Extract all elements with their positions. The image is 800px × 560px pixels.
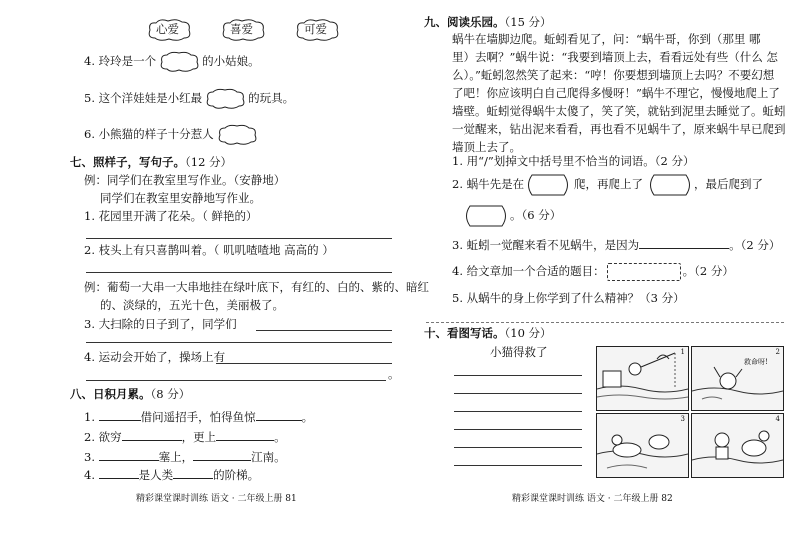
- fill-blank[interactable]: [216, 428, 274, 441]
- example-2-line-a: 例：葡萄一大串一大串地挂在绿叶底下，有红的、白的、紫的、暗红: [84, 280, 429, 294]
- question-text: 。（2 分）: [729, 238, 781, 252]
- question-text: 的玩具。: [248, 91, 295, 105]
- question-8-1: [84, 408, 313, 425]
- question-text: 4. 玲玲是一个: [84, 54, 157, 68]
- cloud-blank-icon[interactable]: [215, 124, 259, 146]
- question-7-2: 2. 枝头上有只喜鹊叫着。（ 叽叽喳喳地 高高的 ）: [84, 243, 334, 257]
- page-footer-left: 精彩课堂课时训练 语文 · 二年级上册 81: [136, 494, 297, 504]
- question-text: 3. 大扫除的日子到了，同学们: [84, 317, 237, 331]
- section-title: 七、照样子，写句子。: [70, 155, 185, 169]
- fill-blank[interactable]: [99, 448, 159, 461]
- word-bank-item: 可爱: [304, 22, 327, 36]
- question-text: 。: [301, 410, 314, 424]
- section-9-heading: [424, 16, 552, 30]
- question-9-5: 5. 从蜗牛的身上你学到了什么精神？（3 分）: [452, 291, 685, 305]
- picture-panel-3: [596, 413, 689, 478]
- question-text: 3.: [84, 450, 95, 464]
- question-text: 的阶梯。: [213, 468, 260, 482]
- answer-line[interactable]: [86, 342, 392, 343]
- question-9-1: 1. 用“/”划掉文中括号里不恰当的词语。（2 分）: [452, 154, 695, 168]
- writing-line[interactable]: [454, 411, 582, 412]
- word-cloud-1: [144, 18, 194, 42]
- question-text: 4. 运动会开始了，操场上有: [84, 350, 226, 364]
- question-text: 。: [274, 430, 286, 444]
- answer-line[interactable]: [426, 322, 784, 323]
- question-text: 4.: [84, 468, 95, 482]
- question-text: 6. 小熊猫的样子十分惹人: [84, 127, 214, 141]
- section-10-heading: [424, 327, 552, 341]
- fill-blank[interactable]: [173, 466, 213, 479]
- fill-blank[interactable]: [256, 408, 302, 421]
- question-5: [84, 88, 294, 110]
- writing-line[interactable]: [454, 447, 582, 448]
- cat-in-water-illustration: [692, 347, 783, 410]
- panel-number: 4: [775, 415, 780, 423]
- sentence-end: 。: [388, 367, 400, 381]
- answer-line[interactable]: [86, 380, 386, 381]
- question-9-4: [452, 263, 734, 281]
- writing-line[interactable]: [454, 393, 582, 394]
- lantern-blank-icon[interactable]: [646, 172, 694, 198]
- question-6: [84, 124, 260, 146]
- question-text: 2. 欲穷: [84, 430, 122, 444]
- fill-blank[interactable]: [99, 408, 141, 421]
- question-text: 的小姑娘。: [202, 54, 260, 68]
- title-box[interactable]: [607, 263, 681, 281]
- answer-line[interactable]: [256, 330, 392, 331]
- section-score: （10 分）: [504, 326, 552, 340]
- section-title: 八、日积月累。: [70, 387, 151, 401]
- answer-line[interactable]: [86, 272, 392, 273]
- question-4: [84, 51, 260, 73]
- question-text: 3. 蚯蚓一觉醒来看不见蜗牛，是因为: [452, 238, 640, 252]
- section-title: 十、看图写话。: [424, 326, 505, 340]
- question-8-4: [84, 466, 259, 483]
- word-bank-item: 心爱: [156, 22, 179, 36]
- question-9-2-a: 2. 蜗牛先是在: [452, 177, 525, 191]
- section-score: （8 分）: [150, 387, 191, 401]
- story-title: 小猫得救了: [490, 345, 548, 359]
- question-text: 塞上，: [158, 450, 194, 464]
- section-8-heading: [70, 388, 190, 402]
- question-text: 4. 给文章加一个合适的题目：: [452, 264, 605, 278]
- passage-line: 里）去啊？”蜗牛说：“我要到墙顶上去，看看远处有些（什么 怎: [452, 50, 778, 64]
- example-2-line-b: 的、淡绿的，五光十色，美丽极了。: [100, 298, 284, 312]
- section-score: （15 分）: [504, 15, 552, 29]
- passage-line: 了吧！你应该明白自己爬得多慢呀！”蜗牛不理它，慢慢地爬上了: [452, 86, 780, 100]
- writing-line[interactable]: [454, 465, 582, 466]
- picture-panel-2: [691, 346, 784, 411]
- picture-panel-4: [691, 413, 784, 478]
- question-9-3: [452, 236, 780, 253]
- word-bank-item: 喜爱: [230, 22, 253, 36]
- picture-panel-1: [596, 346, 689, 411]
- word-bank: [140, 18, 350, 44]
- word-cloud-3: [292, 18, 342, 42]
- picture-grid: [596, 346, 782, 476]
- panel-number: 3: [680, 415, 685, 423]
- question-9-2-d: 。（6 分）: [510, 208, 562, 222]
- passage-line: 一觉醒来，钻出泥来看看，再也看不见蜗牛了，原来蜗牛早已爬到: [452, 122, 786, 136]
- question-text: 是人类: [138, 468, 174, 482]
- question-7-4: [84, 351, 225, 365]
- writing-line[interactable]: [454, 375, 582, 376]
- question-text: 。（2 分）: [682, 264, 734, 278]
- question-text: 江南。: [251, 450, 286, 464]
- question-text: 1.: [84, 410, 95, 424]
- example-1-line-b: 同学们在教室里安静地写作业。: [100, 191, 261, 205]
- question-7-1: 1. 花园里开满了花朵。（ 鲜艳的）: [84, 209, 258, 223]
- word-cloud-2: [218, 18, 268, 42]
- cloud-blank-icon[interactable]: [203, 88, 247, 110]
- section-score: （12 分）: [185, 155, 233, 169]
- fill-blank[interactable]: [193, 448, 251, 461]
- writing-line[interactable]: [454, 429, 582, 430]
- section-title: 九、阅读乐园。: [424, 15, 505, 29]
- cat-thanks-illustration: [692, 414, 783, 477]
- question-8-2: [84, 428, 286, 445]
- question-text: 借问遥招手，怕得鱼惊: [140, 410, 256, 424]
- fill-blank[interactable]: [99, 466, 139, 479]
- passage-line: 墙壁。蚯蚓觉得蜗牛太傻了，笑了笑，就钻到泥里去睡觉了。蚯蚓: [452, 104, 786, 118]
- panel-number: 2: [775, 348, 780, 356]
- passage-line: 蜗牛在墙脚边爬。蚯蚓看见了，问：“蜗牛哥，你到（那里 哪: [452, 32, 761, 46]
- answer-line[interactable]: [86, 238, 392, 239]
- fill-blank[interactable]: [639, 236, 729, 249]
- lantern-blank-icon[interactable]: [462, 203, 510, 229]
- speech-bubble: 救命呀!: [744, 358, 768, 366]
- panel-number: 1: [680, 348, 685, 356]
- question-7-3: [84, 318, 237, 332]
- question-9-2-c: ，最后爬到了: [694, 177, 763, 191]
- question-8-3: [84, 448, 286, 465]
- page-footer-right: 精彩课堂课时训练 语文 · 二年级上册 82: [512, 494, 673, 504]
- question-text: 5. 这个洋娃娃是小红最: [84, 91, 203, 105]
- passage-line: 么）。”蚯蚓忽然笑了起来：“哼！你要想到墙顶上去吗？不要幻想: [452, 68, 775, 82]
- fill-blank[interactable]: [122, 428, 182, 441]
- duck-rescue-illustration: [597, 414, 688, 477]
- passage-line: 墙顶上去了。: [452, 140, 521, 154]
- question-text: ，更上: [181, 430, 217, 444]
- cloud-blank-icon[interactable]: [157, 51, 201, 73]
- example-1-line-a: 例：同学们在教室里写作业。（安静地）: [84, 173, 286, 187]
- question-9-2-b: 爬，再爬上了: [574, 177, 643, 191]
- section-7-heading: [70, 156, 232, 170]
- cat-fishing-illustration: [597, 347, 688, 410]
- answer-line[interactable]: [216, 363, 392, 364]
- lantern-blank-icon[interactable]: [524, 172, 572, 198]
